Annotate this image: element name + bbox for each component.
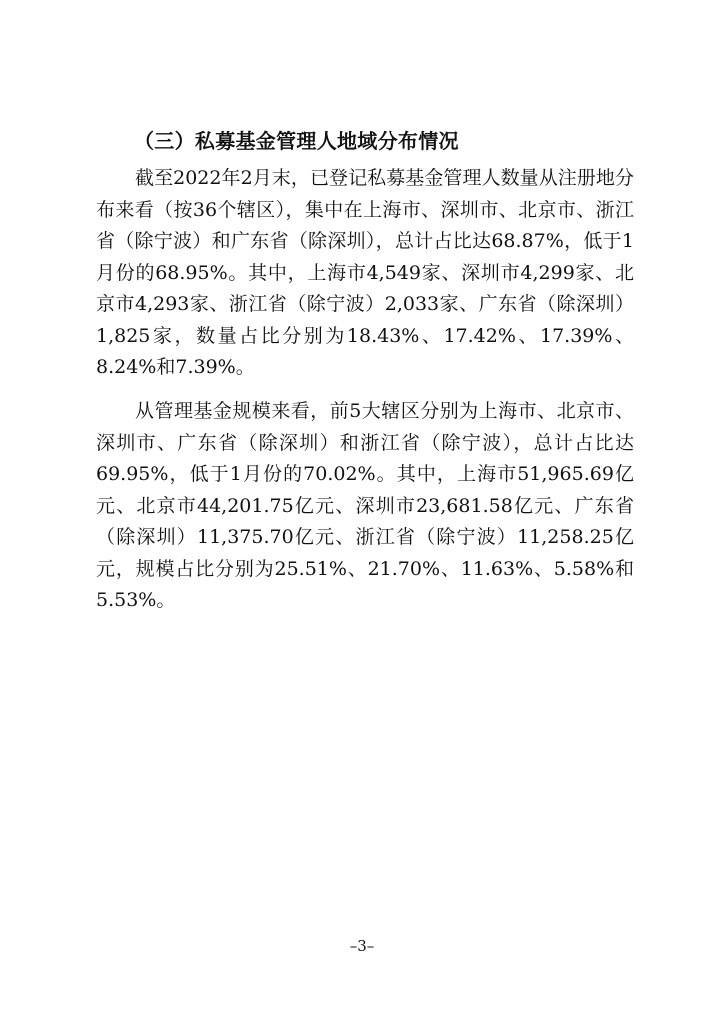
- page-number: –3–: [349, 937, 375, 955]
- section-heading: （三）私募基金管理人地域分布情况: [134, 129, 459, 153]
- paragraph-registration-distribution: 截至2022年2月末，已登记私募基金管理人数量从注册地分布来看（按36个辖区），集中在上海市、深圳市、北京市、浙江省（除宁波）和广东省（除深圳），总计占比达68.87%，低于1月份的68.95%。其中，上海市4,549家、深圳市4,299家、北京市4,293家、浙江省（除宁波）2,033家、广东省（除深圳）1,825家，数量占比分别为18.43%、17.42%、17.39%、8.24%和7.39%。: [96, 167, 634, 378]
- paragraph-fund-scale-distribution: 从管理基金规模来看，前5大辖区分别为上海市、北京市、深圳市、广东省（除深圳）和浙江省（除宁波），总计占比达69.95%，低于1月份的70.02%。其中，上海市51,965.69亿元、北京市44,201.75亿元、深圳市23,681.58亿元、广东省（除深圳）11,375.70亿元、浙江省（除宁波）11,258.25亿元，规模占比分别为25.51%、21.70%、11.63%、5.58%和5.53%。: [96, 400, 634, 611]
